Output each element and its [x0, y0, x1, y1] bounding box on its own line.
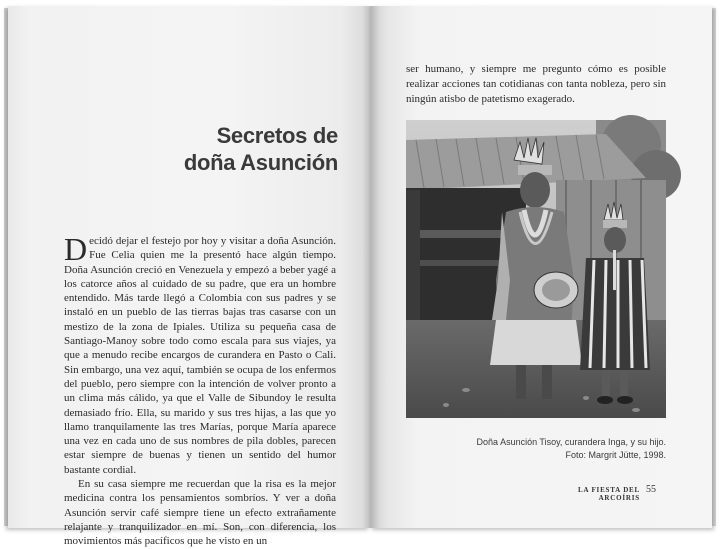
chapter-title-line-2: doña Asunción	[183, 150, 338, 175]
right-body-text	[406, 62, 666, 107]
running-head: LA FIESTA DEL ARCOÍRIS	[577, 486, 640, 502]
photo-caption	[440, 436, 666, 462]
photograph	[406, 120, 666, 418]
caption-line-1: Doña Asunción Tisoy, curandera Inga, y su hijo.	[476, 437, 666, 447]
page-number: 55	[646, 484, 656, 495]
photo-illustration	[406, 120, 666, 418]
paragraph-1-text: ecidó dejar el festejo por hoy y visitar a doña Asunción. Fue Celia quien me la presentó hace algún tiempo. Doña Asunción creció en Venezuela y empezó a beber yagé a los catorce años al cuidado de su padre, que era un hombre entendido. Más tarde llegó a Colombia con sus padres y se instaló en un pueblo de las tierras bajas tras casarse con un mestizo de la zona de Ipiales. Utiliza su pequeña casa de Santiago-Manoy sobre todo como escala para sus viajes, ya que a menudo recibe encargos de curandera en Pasto o Cali. Sin embargo, una vez aquí, también se ocupa de los enfermos del pueblo, pero siempre con la intención de volver pronto a un clima más cálido, ya que el Valle de Sibundoy le resulta demasiado frío. Ella, su marido y sus tres hijas, a las que yo llamo tranquilamente las tres Marías, porque María aparece una vez en cada uno de sus nombres de pila dobles, parecen estar siempre de buenas y tienen un sentido del humor bastante cordial.	[64, 235, 336, 476]
paragraph-2: En su casa siempre me recuerdan que la risa es la mejor medicina contra los pensamientos sombríos. Y ver a doña Asunción servir café siempre tiene un efecto extrañamente relajante y tranquilizador en mí. Son, con diferencia, los movimientos más pacíficos que he visto en un	[64, 478, 336, 548]
continued-paragraph: ser humano, y siempre me pregunto cómo es posible realizar acciones tan cotidianas con tanta nobleza, pero sin ningún atisbo de patetismo exagerado.	[406, 63, 666, 105]
caption-line-2: Foto: Margrit Jütte, 1998.	[565, 450, 666, 460]
paragraph-1	[64, 231, 336, 477]
drop-cap: D	[64, 231, 88, 267]
chapter-title	[150, 122, 338, 176]
chapter-title-line-1: Secretos de	[216, 123, 338, 148]
book-spine	[362, 6, 380, 528]
left-body-text	[64, 231, 336, 549]
